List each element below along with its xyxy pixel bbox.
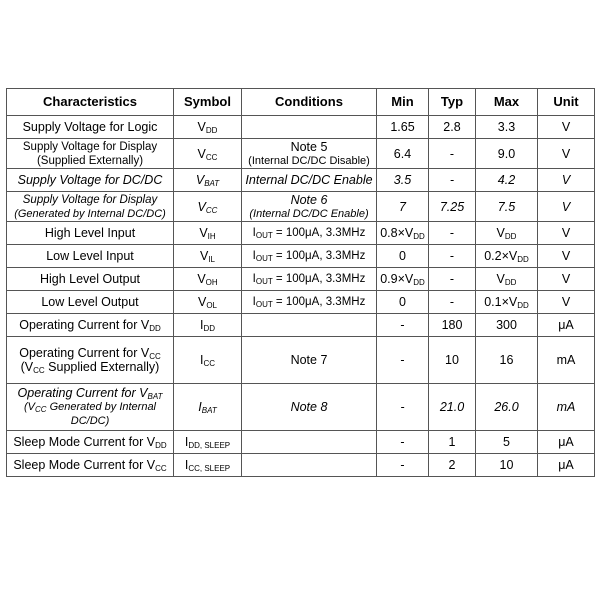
max-cell: $V_{DD}$ [476,268,538,291]
condition-cell [242,169,377,192]
symbol-cell: $V_{OH}$ [174,268,242,291]
characteristic-line: Low Level Input [46,249,134,263]
characteristic-cell [7,291,174,314]
header-unit: Unit [538,89,595,116]
min-cell: - [377,337,429,384]
condition-line: (Internal DC/DC Disable) [248,154,370,167]
table-row [7,431,595,454]
unit-cell: V [538,245,595,268]
condition-line: Note 5 [290,139,328,154]
max-cell: 300 [476,314,538,337]
table-row [7,314,595,337]
symbol-cell: $V_{CC}$ [174,139,242,169]
min-cell: 1.65 [377,116,429,139]
unit-cell: V [538,268,595,291]
typ-cell: - [429,139,476,169]
unit-cell: mA [538,384,595,431]
min-cell: - [377,431,429,454]
unit-cell: mA [538,337,595,384]
symbol-cell: $V_{OL}$ [174,291,242,314]
condition-cell [242,384,377,431]
condition-cell [242,139,377,169]
condition-cell [242,454,377,477]
typ-cell: - [429,169,476,192]
table-row [7,222,595,245]
condition-cell [242,222,377,245]
min-cell: 3.5 [377,169,429,192]
characteristic-cell [7,192,174,222]
symbol-cell: $I_{DD, SLEEP}$ [174,431,242,454]
symbol-cell: $V_{IH}$ [174,222,242,245]
symbol-cell: $V_{DD}$ [174,116,242,139]
max-cell: 5 [476,431,538,454]
condition-cell [242,268,377,291]
characteristic-cell [7,245,174,268]
symbol-cell: $I_{DD}$ [174,314,242,337]
table-row [7,245,595,268]
max-cell: 9.0 [476,139,538,169]
characteristic-line: Low Level Output [41,295,139,309]
characteristic-line: (Generated by Internal DC/DC) [14,207,166,220]
min-cell: $0.9\times V_{DD}$ [377,268,429,291]
characteristic-line: Supply Voltage for Display [22,193,158,206]
unit-cell: V [538,116,595,139]
max-cell: 16 [476,337,538,384]
characteristic-cell [7,454,174,477]
characteristic-cell [7,431,174,454]
header-min: Min [377,89,429,116]
typ-cell: 21.0 [429,384,476,431]
typ-cell: 7.25 [429,192,476,222]
typ-cell: - [429,268,476,291]
characteristic-line: Operating Current for $V_{DD}$ [19,318,161,333]
condition-line: (Internal DC/DC Enable) [249,207,369,220]
characteristic-line: Sleep Mode Current for $V_{DD}$ [13,435,167,450]
min-cell: 0 [377,291,429,314]
symbol-cell: $I_{CC}$ [174,337,242,384]
table-row [7,291,595,314]
characteristic-cell [7,169,174,192]
unit-cell: V [538,222,595,245]
max-cell: 26.0 [476,384,538,431]
table-row [7,268,595,291]
condition-cell [242,291,377,314]
condition-line: Note 7 [290,353,328,367]
characteristic-cell [7,337,174,384]
max-cell: 7.5 [476,192,538,222]
condition-line: Note 8 [290,400,328,414]
characteristic-cell [7,384,174,431]
max-cell: 3.3 [476,116,538,139]
characteristic-cell [7,314,174,337]
min-cell: $0.8\times V_{DD}$ [377,222,429,245]
characteristic-line: Sleep Mode Current for $V_{CC}$ [13,458,167,473]
symbol-cell: $V_{IL}$ [174,245,242,268]
characteristic-line: Supply Voltage for DC/DC [17,173,163,187]
characteristic-cell [7,139,174,169]
max-cell: $V_{DD}$ [476,222,538,245]
max-cell: $0.2\times V_{DD}$ [476,245,538,268]
max-cell: $0.1\times V_{DD}$ [476,291,538,314]
characteristic-line: ($V_{CC}$ Supplied Externally) [20,360,160,375]
condition-cell [242,337,377,384]
table-row [7,454,595,477]
characteristic-line: ($V_{CC}$ Generated by Internal DC/DC) [23,401,157,427]
header-typ: Typ [429,89,476,116]
header-characteristics: Characteristics [7,89,174,116]
min-cell: 7 [377,192,429,222]
condition-line: Note 6 [290,192,328,207]
min-cell: - [377,314,429,337]
min-cell: - [377,384,429,431]
typ-cell: - [429,222,476,245]
unit-cell: V [538,169,595,192]
unit-cell: V [538,291,595,314]
typ-cell: - [429,291,476,314]
table-row [7,192,595,222]
characteristic-line: Operating Current for $V_{CC}$ [19,346,161,361]
characteristic-line: Supply Voltage for Logic [22,120,158,134]
header-symbol: Symbol [174,89,242,116]
characteristic-line: (Supplied Externally) [36,154,144,167]
min-cell: 0 [377,245,429,268]
table-row [7,169,595,192]
characteristic-cell [7,222,174,245]
typ-cell: 1 [429,431,476,454]
table-row [7,337,595,384]
condition-cell [242,192,377,222]
unit-cell: V [538,192,595,222]
symbol-cell: $V_{CC}$ [174,192,242,222]
characteristic-cell [7,116,174,139]
typ-cell: 180 [429,314,476,337]
condition-line: Internal DC/DC Enable [245,173,373,187]
symbol-cell: $I_{BAT}$ [174,384,242,431]
header-conditions: Conditions [242,89,377,116]
condition-line: $I_{OUT} = 100\mu A$, 3.3MHz [252,227,366,240]
max-cell: 10 [476,454,538,477]
typ-cell: 2.8 [429,116,476,139]
typ-cell: 10 [429,337,476,384]
max-cell: 4.2 [476,169,538,192]
condition-cell [242,245,377,268]
min-cell: - [377,454,429,477]
symbol-cell: $I_{CC, SLEEP}$ [174,454,242,477]
typ-cell: - [429,245,476,268]
unit-cell: V [538,139,595,169]
typ-cell: 2 [429,454,476,477]
characteristic-line: High Level Input [44,226,136,240]
condition-cell [242,431,377,454]
symbol-cell: $V_{BAT}$ [174,169,242,192]
condition-cell [242,314,377,337]
header-row [7,89,595,116]
table-row [7,384,595,431]
unit-cell: μA [538,314,595,337]
electrical-characteristics-table [6,88,595,477]
unit-cell: μA [538,431,595,454]
table-row [7,139,595,169]
table-row [7,116,595,139]
header-max: Max [476,89,538,116]
condition-cell [242,116,377,139]
condition-line: $I_{OUT} = 100\mu A$, 3.3MHz [252,296,366,309]
characteristic-line: High Level Output [39,272,141,286]
characteristic-cell [7,268,174,291]
condition-line: $I_{OUT} = 100\mu A$, 3.3MHz [252,273,366,286]
characteristic-line: Supply Voltage for Display [22,140,158,153]
characteristic-line: Operating Current for $V_{BAT}$ [17,386,163,401]
unit-cell: μA [538,454,595,477]
min-cell: 6.4 [377,139,429,169]
condition-line: $I_{OUT} = 100\mu A$, 3.3MHz [252,250,366,263]
